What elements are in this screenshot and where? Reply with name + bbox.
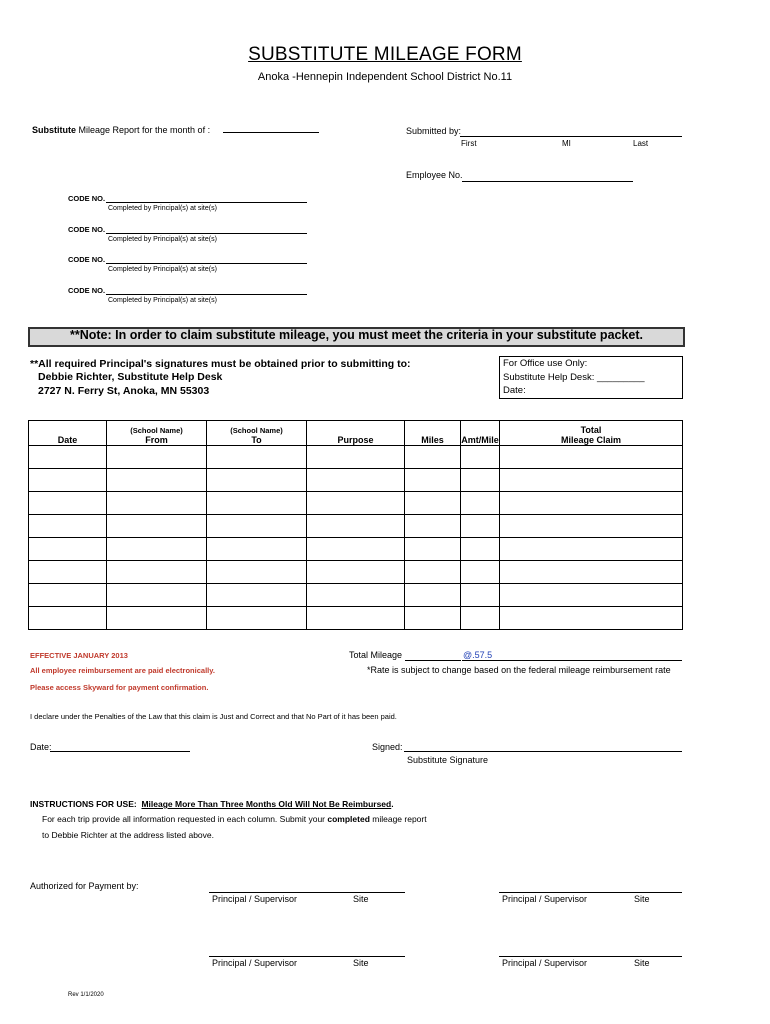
table-row[interactable] (29, 469, 683, 492)
instructions-line1-b: completed (327, 814, 370, 824)
instructions-line2: to Debbie Richter at the address listed above. (42, 830, 214, 840)
code-line-1[interactable] (106, 202, 307, 203)
authorized-label: Authorized for Payment by: (30, 881, 139, 891)
code-sub-2: Completed by Principal(s) at site(s) (108, 236, 217, 243)
auth-site-4: Site (634, 958, 650, 968)
auth-line-4[interactable] (499, 956, 682, 957)
auth-line-2[interactable] (499, 892, 682, 893)
auth-principal-1: Principal / Supervisor (212, 894, 298, 904)
district-subtitle: Anoka -Hennepin Independent School District No.11 (257, 71, 513, 83)
signature-line[interactable] (404, 751, 682, 752)
auth-principal-2: Principal / Supervisor (502, 894, 588, 904)
employee-no-line[interactable] (462, 181, 633, 182)
mi-label: MI (562, 139, 571, 148)
office-help-desk: Substitute Help Desk: _________ (503, 372, 645, 383)
table-row[interactable] (29, 607, 683, 630)
auth-site-3: Site (353, 958, 369, 968)
table-header-row (29, 421, 683, 446)
instructions-title2: Mileage More Than Three Months Old Will Not Be Reimbursed (141, 799, 392, 809)
office-use-label: For Office use Only: (503, 358, 588, 369)
instructions-line1-a: For each trip provide all information requested in each column. Submit your (42, 814, 328, 824)
first-name-label: First (461, 139, 477, 148)
total-mileage-line[interactable] (405, 660, 461, 661)
submitted-by-line[interactable] (460, 136, 682, 137)
col-date: Date (29, 421, 107, 446)
col-total: Total Mileage Claim (500, 421, 683, 446)
auth-site-1: Site (353, 894, 369, 904)
code-sub-3: Completed by Principal(s) at site(s) (108, 266, 217, 273)
address-name: Debbie Richter, Substitute Help Desk (38, 371, 223, 383)
employee-no-label: Employee No. (406, 170, 463, 180)
month-label-rest: Mileage Report for the month of : (76, 125, 211, 135)
instructions-line1-c: mileage report (369, 814, 427, 824)
month-input-line[interactable] (223, 132, 319, 133)
col-amt-mile: Amt/Mile (461, 421, 500, 446)
instructions-heading (30, 799, 394, 809)
table-row[interactable] (29, 492, 683, 515)
auth-line-1[interactable] (209, 892, 405, 893)
instructions-period: . (391, 799, 394, 809)
office-use-box (499, 356, 683, 399)
code-label-3: CODE NO. (68, 255, 106, 264)
table-row[interactable] (29, 446, 683, 469)
revision-label: Rev 1/1/2020 (68, 992, 104, 998)
code-label-4: CODE NO. (68, 286, 106, 295)
code-sub-1: Completed by Principal(s) at site(s) (108, 205, 217, 212)
date-label: Date: (30, 742, 52, 752)
col-from: (School Name) From (107, 421, 207, 446)
auth-principal-3: Principal / Supervisor (212, 958, 298, 968)
auth-line-3[interactable] (209, 956, 405, 957)
address-instruction: **All required Principal's signatures must be obtained prior to submitting to: (30, 358, 411, 370)
effective-line1: All employee reimbursement are paid electronically. (30, 666, 215, 675)
col-purpose: Purpose (307, 421, 405, 446)
table-row[interactable] (29, 561, 683, 584)
table-row[interactable] (29, 584, 683, 607)
signed-label: Signed: (372, 742, 403, 752)
auth-principal-4: Principal / Supervisor (502, 958, 588, 968)
table-row[interactable] (29, 515, 683, 538)
code-line-3[interactable] (106, 263, 307, 264)
month-label (32, 125, 210, 135)
effective-title: EFFECTIVE JANUARY 2013 (30, 651, 128, 660)
code-line-4[interactable] (106, 294, 307, 295)
date-line[interactable] (50, 751, 190, 752)
rate-value: @.57.5 (463, 650, 493, 660)
code-sub-4: Completed by Principal(s) at site(s) (108, 297, 217, 304)
total-mileage-label: Total Mileage (349, 650, 403, 660)
office-date: Date: (503, 385, 526, 396)
mileage-table (28, 420, 683, 630)
col-miles: Miles (405, 421, 461, 446)
total-claim-line[interactable] (462, 660, 682, 661)
effective-line2: Please access Skyward for payment confirmation. (30, 683, 209, 692)
auth-site-2: Site (634, 894, 650, 904)
page-title: SUBSTITUTE MILEAGE FORM (248, 44, 522, 65)
declaration-text: I declare under the Penalties of the Law that this claim is Just and Correct and that No Part of it has been paid. (30, 712, 397, 721)
last-name-label: Last (633, 139, 649, 148)
rate-note: *Rate is subject to change based on the federal mileage reimbursement rate (367, 665, 671, 675)
address-street: 2727 N. Ferry St, Anoka, MN 55303 (38, 385, 210, 397)
instructions-title: INSTRUCTIONS FOR USE: (30, 799, 137, 809)
table-row[interactable] (29, 538, 683, 561)
col-to: (School Name) To (207, 421, 307, 446)
substitute-signature-label: Substitute Signature (407, 755, 489, 765)
code-line-2[interactable] (106, 233, 307, 234)
code-label-2: CODE NO. (68, 225, 106, 234)
submitted-by-label: Submitted by: (406, 126, 462, 136)
code-label-1: CODE NO. (68, 194, 106, 203)
note-text: **Note: In order to claim substitute mileage, you must meet the criteria in your substitute packet. (69, 328, 644, 342)
instructions-line1 (42, 814, 427, 824)
month-label-bold: Substitute (32, 125, 76, 135)
